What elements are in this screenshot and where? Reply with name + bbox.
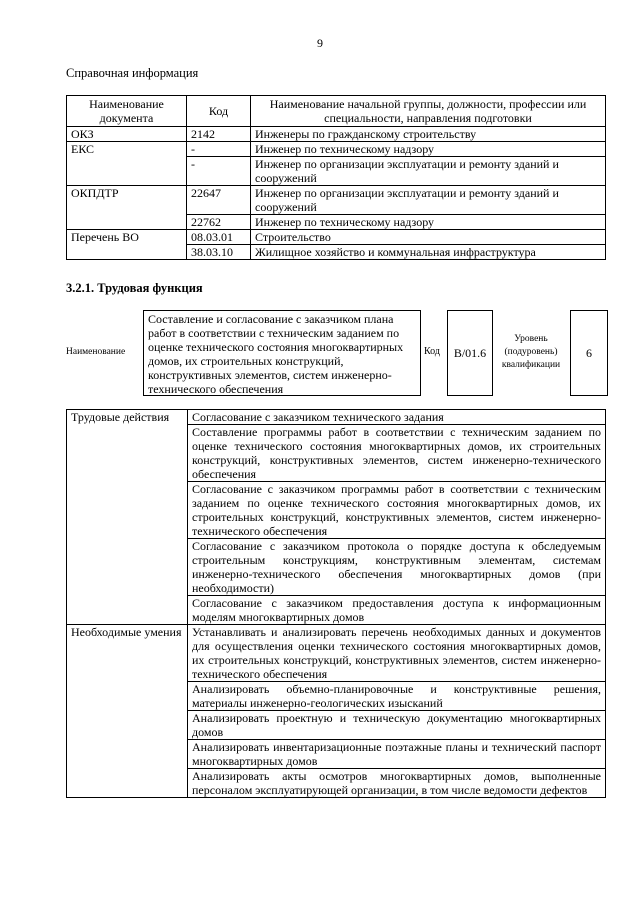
table-row (67, 127, 606, 142)
skill-item: Анализировать проектную и техническую документацию многоквартирных домов (188, 711, 606, 740)
reference-table (66, 95, 606, 260)
action-item: Согласование с заказчиком протокола о порядке доступа к обследуемым строительным конструкциям, конструктивным элементам, системам инженерно-технического обеспечения многоквартирных домов (при необходимости) (188, 539, 606, 596)
code-cell: 22762 (187, 215, 251, 230)
skill-item: Устанавливать и анализировать перечень необходимых данных и документов для осуществления оценки технического состояния многоквартирных домов, их строительных конструкций, конструктивных элементов, систем инженерно-технического обеспечения (188, 625, 606, 682)
section-title: 3.2.1. Трудовая функция (66, 281, 203, 295)
header-document: Наименование документа (67, 96, 187, 127)
function-code: B/01.6 (447, 310, 493, 396)
header-name: Наименование начальной группы, должности, профессии или специальности, направления подготовки (251, 96, 606, 127)
table-row (67, 142, 606, 157)
action-item: Согласование с заказчиком программы работ в соответствии с техническим заданием по оценке технического состояния многоквартирных домов, их строительных конструкций, конструктивных элементов, систем инженерно-технического обеспечения (188, 482, 606, 539)
name-cell: Инженер по техническому надзору (251, 215, 606, 230)
qualification-level: 6 (570, 310, 608, 396)
table-row (67, 625, 606, 682)
reference-header-row (67, 96, 606, 127)
reference-title: Справочная информация (66, 66, 199, 80)
code-cell: 38.03.10 (187, 245, 251, 260)
code-cell: - (187, 157, 251, 186)
name-cell: Строительство (251, 230, 606, 245)
skill-item: Анализировать объемно-планировочные и конструктивные решения, материалы инженерно-геологических изысканий (188, 682, 606, 711)
code-cell: 22647 (187, 186, 251, 215)
function-name-label: Наименование (66, 347, 126, 357)
table-row (67, 230, 606, 245)
table-row (67, 410, 606, 425)
function-name: Составление и согласование с заказчиком плана работ в соответствии с техническим заданием по оценке технического состояния многоквартирных домов, их строительных конструкций, конструктивных элементов, систем инженерно-технического обеспечения (143, 310, 421, 396)
name-cell: Инженер по техническому надзору (251, 142, 606, 157)
code-cell: - (187, 142, 251, 157)
action-item: Составление программы работ в соответствии с техническим заданием по оценке технического состояния многоквартирных домов, их строительных конструкций, конструктивных элементов, систем инженерно-технического обеспечения (188, 425, 606, 482)
doc-cell: ЕКС (67, 142, 187, 186)
doc-cell: Перечень ВО (67, 230, 187, 260)
actions-label: Трудовые действия (67, 410, 188, 625)
doc-cell: ОКЗ (67, 127, 187, 142)
code-cell: 08.03.01 (187, 230, 251, 245)
action-item: Согласование с заказчиком технического задания (188, 410, 606, 425)
action-item: Согласование с заказчиком предоставления доступа к информационным моделям многоквартирных домов (188, 596, 606, 625)
function-table (66, 409, 606, 798)
code-cell: 2142 (187, 127, 251, 142)
table-row (67, 186, 606, 215)
name-cell: Инженер по организации эксплуатации и ремонту зданий и сооружений (251, 157, 606, 186)
skill-item: Анализировать инвентаризационные поэтажные планы и технический паспорт многоквартирных домов (188, 740, 606, 769)
qualification-level-label: Уровень (подуровень) квалификации (501, 334, 561, 370)
header-code: Код (187, 96, 251, 127)
skills-label: Необходимые умения (67, 625, 188, 798)
name-cell: Жилищное хозяйство и коммунальная инфраструктура (251, 245, 606, 260)
page-number: 9 (317, 36, 323, 50)
function-code-label: Код (424, 346, 440, 357)
name-cell: Инженер по организации эксплуатации и ремонту зданий и сооружений (251, 186, 606, 215)
skill-item: Анализировать акты осмотров многоквартирных домов, выполненные персоналом эксплуатирующей организации, в том числе ведомости дефектов (188, 769, 606, 798)
doc-cell: ОКПДТР (67, 186, 187, 230)
name-cell: Инженеры по гражданскому строительству (251, 127, 606, 142)
